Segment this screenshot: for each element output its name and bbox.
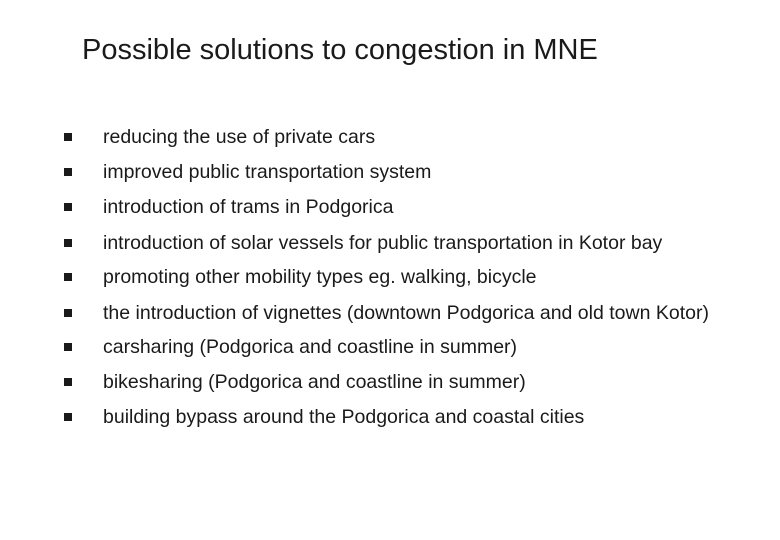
list-item-text: reducing the use of private cars <box>103 126 376 148</box>
list-item-text: improved public transportation system <box>103 161 432 183</box>
square-bullet-icon <box>64 203 72 211</box>
list-item-text: carsharing (Podgorica and coastline in summer) <box>103 336 518 358</box>
list-item <box>64 295 764 330</box>
list-item <box>64 190 764 225</box>
list-item <box>64 260 764 295</box>
list-item-text: introduction of solar vessels for public transportation in Kotor bay <box>103 232 663 254</box>
list-item <box>64 155 764 190</box>
list-item <box>64 330 764 365</box>
list-item <box>64 400 764 435</box>
slide-title: Possible solutions to congestion in MNE <box>82 34 598 66</box>
list-item-text: bikesharing (Podgorica and coastline in summer) <box>103 371 526 393</box>
list-item-text: building bypass around the Podgorica and coastal cities <box>103 406 585 428</box>
list-item <box>64 120 764 155</box>
square-bullet-icon <box>64 168 72 176</box>
list-item-text: promoting other mobility types eg. walking, bicycle <box>103 266 537 288</box>
list-item <box>64 225 764 260</box>
square-bullet-icon <box>64 309 72 317</box>
list-item-text: the introduction of vignettes (downtown Podgorica and old town Kotor) <box>103 302 709 324</box>
square-bullet-icon <box>64 378 72 386</box>
bullet-list <box>64 120 764 435</box>
square-bullet-icon <box>64 239 72 247</box>
square-bullet-icon <box>64 133 72 141</box>
square-bullet-icon <box>64 413 72 421</box>
list-item-text: introduction of trams in Podgorica <box>103 196 394 218</box>
square-bullet-icon <box>64 273 72 281</box>
list-item <box>64 365 764 400</box>
square-bullet-icon <box>64 343 72 351</box>
